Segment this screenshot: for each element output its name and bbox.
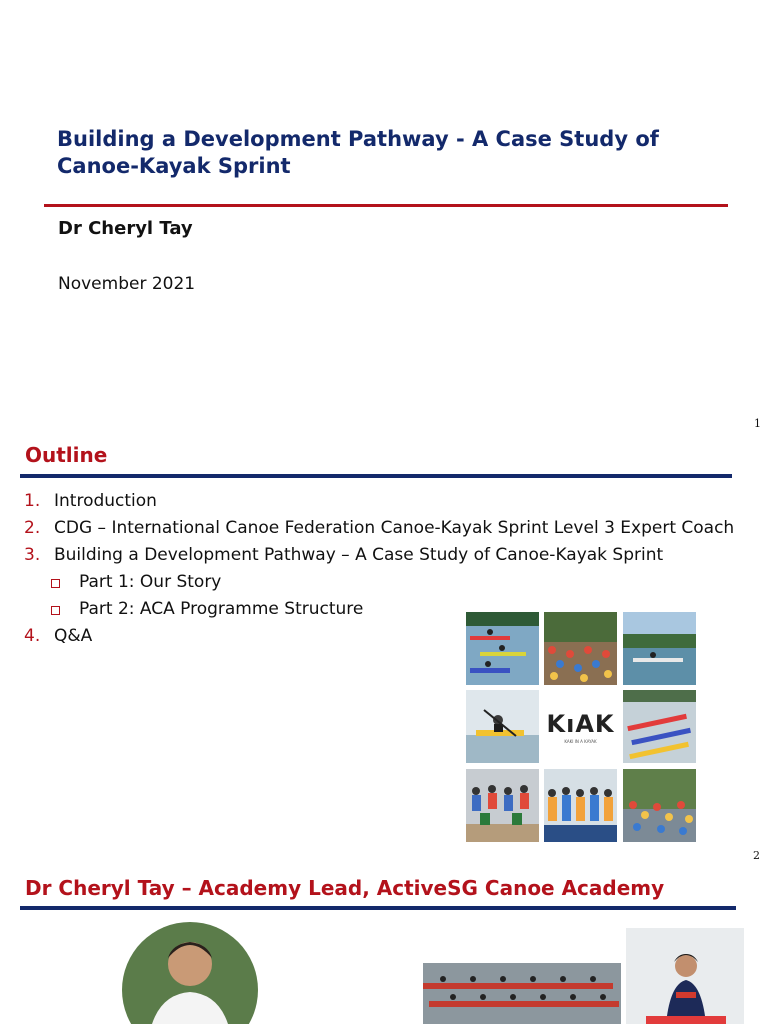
list-item-text: CDG – International Canoe Federation Canoe-Kayak Sprint Level 3 Expert Coach <box>54 518 735 538</box>
speaker-divider <box>20 906 736 910</box>
list-item <box>24 489 744 513</box>
page-number-1: 1 <box>754 417 761 430</box>
lake-photo <box>623 612 696 685</box>
author-name: Dr Cheryl Tay <box>58 218 193 239</box>
list-item-number: 4. <box>24 626 41 646</box>
list-item-text: Building a Development Pathway – A Case Study of Canoe-Kayak Sprint <box>54 545 664 565</box>
boat-team-photo <box>544 769 617 842</box>
slide-title-line-1: Building a Development Pathway - A Case Study of <box>57 127 659 151</box>
list-item-text: Q&A <box>54 626 93 646</box>
sub-list-item <box>24 570 744 594</box>
sub-list-item-text: Part 1: Our Story <box>79 572 222 592</box>
slide-title <box>57 126 737 180</box>
square-bullet-icon <box>51 606 60 615</box>
square-bullet-icon <box>51 579 60 588</box>
dragon-boat-photo <box>623 690 696 763</box>
kayak-training-photo <box>466 612 539 685</box>
speaker-portrait-photo <box>122 922 258 1024</box>
crowd-photo <box>623 769 696 842</box>
list-item-number: 1. <box>24 491 41 511</box>
group-photo <box>544 612 617 685</box>
title-divider <box>44 204 728 207</box>
list-item-text: Introduction <box>54 491 157 511</box>
page-number-2: 2 <box>753 849 760 862</box>
dragon-boat-race-photo <box>423 963 621 1024</box>
speaker-heading: Dr Cheryl Tay – Academy Lead, ActiveSG Canoe Academy <box>25 876 665 900</box>
presentation-date: November 2021 <box>58 274 196 294</box>
outline-divider <box>20 474 732 478</box>
photo-collage <box>466 612 696 842</box>
kiak-logo <box>544 690 617 763</box>
list-item <box>24 543 704 567</box>
list-item-number: 3. <box>24 545 41 565</box>
list-item <box>24 516 744 540</box>
kayaker-photo <box>466 690 539 763</box>
slide-title-line-2: Canoe-Kayak Sprint <box>57 154 291 178</box>
team-photo <box>466 769 539 842</box>
paddler-photo <box>626 928 744 1024</box>
outline-heading: Outline <box>25 443 108 467</box>
sub-list-item-text: Part 2: ACA Programme Structure <box>79 599 364 619</box>
kiak-logo-word: KıAK <box>546 709 615 738</box>
kiak-logo-tagline: KAKI IN A KAYAK <box>564 738 597 744</box>
list-item-number: 2. <box>24 518 41 538</box>
